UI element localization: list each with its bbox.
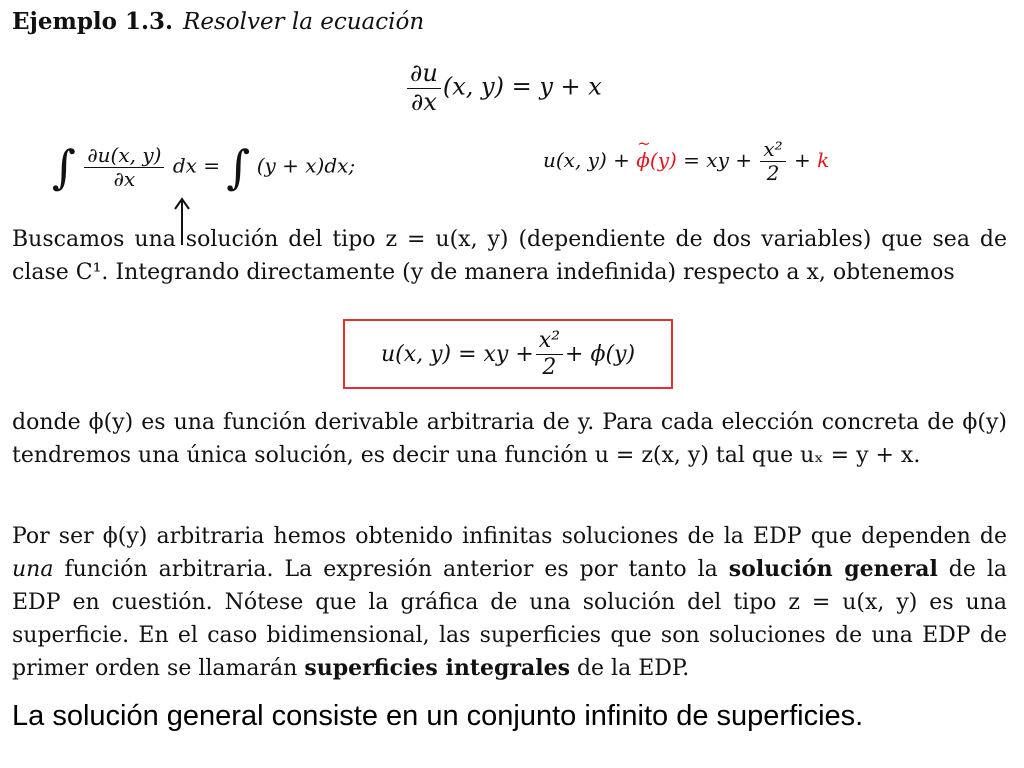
integral-right: (y + x)dx; [256, 153, 356, 178]
constant-k: k [817, 148, 830, 172]
integral-fraction [84, 144, 164, 191]
example-heading [12, 8, 424, 35]
integral-dx: dx = [172, 153, 221, 178]
p3-text-b: función arbitraria. La expresión anterior es por tanto la [64, 557, 718, 582]
integral-sign: ∫ [52, 140, 76, 194]
example-title: Resolver la ecuación [183, 9, 425, 35]
paragraph-2: donde ϕ(y) es una función derivable arbitraria de y. Para cada elección concreta de ϕ(y) tendremos una única solución, es decir una función u = z(x, y) tal que uₓ = y + x. [12, 410, 1007, 468]
integral-numerator: ∂u(x, y) [84, 144, 164, 168]
annotated-left: u(x, y) + [543, 148, 630, 172]
phi-tilde: ~ ϕ(y) [636, 148, 677, 172]
p3-una: una [12, 557, 54, 582]
annotated-solution [543, 138, 829, 185]
integral-sign-2: ∫ [226, 140, 251, 194]
boxed-solution [343, 319, 673, 389]
pde-denominator: ∂x [410, 87, 437, 116]
boxed-left: u(x, y) = xy + [380, 341, 534, 367]
boxed-frac-den: 2 [542, 354, 557, 380]
pde-rest: (x, y) = y + x [442, 72, 602, 101]
annotated-frac-num: x² [760, 138, 785, 162]
paragraph-3 [12, 520, 1007, 685]
pde-fraction [407, 60, 441, 116]
annotated-frac-den: 2 [766, 161, 780, 185]
p3-text-a: Por ser ϕ(y) arbitraria hemos obtenido infinitas soluciones de la EDP que dependen de [12, 524, 1007, 549]
example-label: Ejemplo 1.3. [12, 8, 174, 35]
boxed-right: + ϕ(y) [565, 341, 636, 367]
integral-denominator: ∂x [113, 166, 136, 191]
pde-equation [405, 60, 602, 116]
p3-solucion-general: solución general [728, 556, 938, 582]
p3-superficies-integrales: superficies integrales [304, 655, 570, 681]
p3-text-c: de la EDP en cuestión. Nótese que la gráfica de una solución del tipo z = u(x, y) es una superficie. En el caso bidimensional, las superficies que son soluciones de una EDP de primer orden se llamarán [12, 557, 1008, 681]
integral-equation [52, 140, 355, 194]
paragraph-1: Buscamos una solución del tipo z = u(x, y) (dependiente de dos variables) que sea de clase C¹. Integrando directamente (y de manera indefinida) respecto a x, obtenemos [12, 227, 1007, 285]
boxed-fraction [536, 328, 563, 380]
pde-numerator: ∂u [407, 60, 441, 89]
annotated-middle: = xy + [683, 148, 752, 172]
annotated-plus: + [794, 148, 811, 172]
p3-text-d: de la EDP. [576, 656, 690, 681]
annotated-fraction [760, 138, 785, 185]
conclusion-text: La solución general consiste en un conjunto infinito de superficies. [12, 700, 864, 732]
boxed-frac-num: x² [536, 328, 563, 354]
